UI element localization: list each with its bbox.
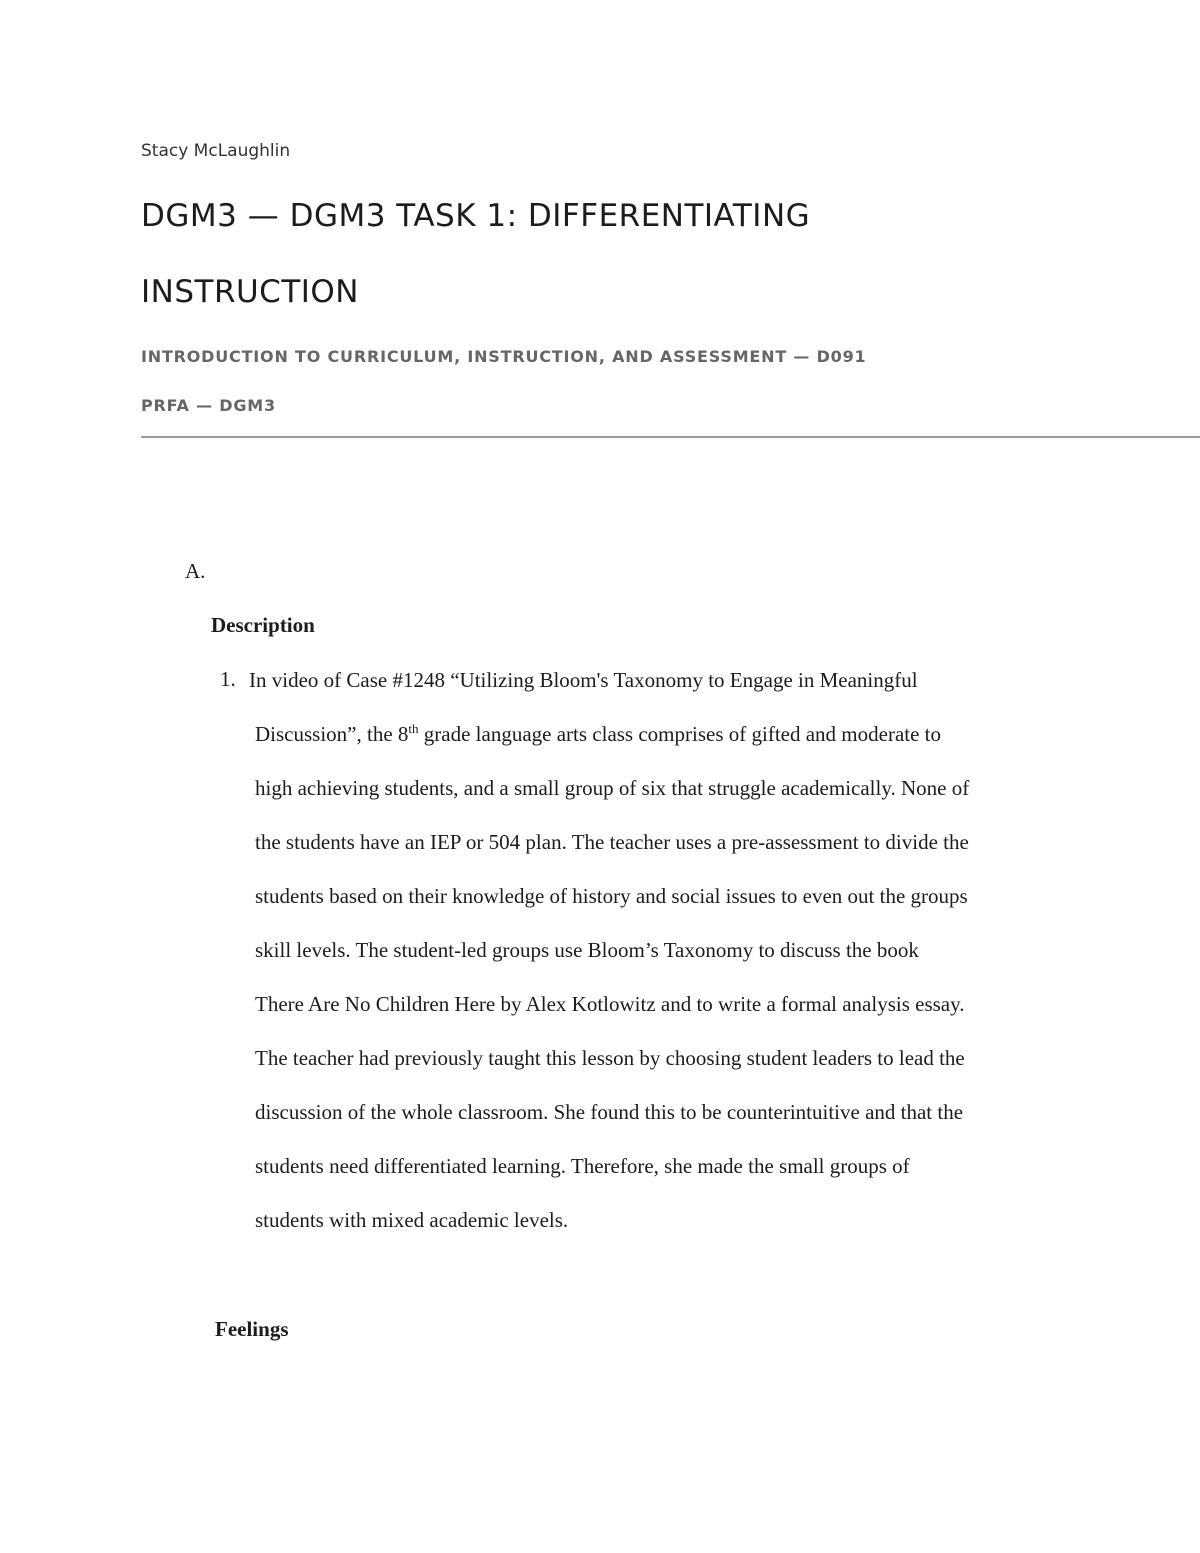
paragraph-line: the students have an IEP or 504 plan. The teacher uses a pre-assessment to divide the [255,830,969,854]
paragraph-line [249,721,1064,775]
paragraph-line-part: Discussion”, the 8 [255,722,409,746]
paragraph-line: students based on their knowledge of history and social issues to even out the groups [255,884,968,908]
feelings-heading: Feelings [215,1317,289,1341]
course-subtitle: INTRODUCTION TO CURRICULUM, INSTRUCTION, AND ASSESSMENT — D091 [141,347,867,366]
section-letter: A. [185,559,206,583]
paragraph-line: students need differentiated learning. Therefore, she made the small groups of [255,1154,910,1178]
paragraph-line: students with mixed academic levels. [255,1208,569,1232]
title-line-1: DGM3 — DGM3 TASK 1: DIFFERENTIATING [141,198,811,234]
paragraph-line: high achieving students, and a small group of six that struggle academically. None of [255,776,970,800]
list-item-number: 1. [220,667,236,691]
header-divider [141,436,1200,438]
paragraph-line: In video of Case #1248 “Utilizing Bloom's Taxonomy to Engage in Meaningful [249,668,918,692]
paragraph-line-part: grade language arts class comprises of gifted and moderate to [418,722,942,746]
ordinal-superscript: th [408,721,419,736]
paragraph-line: skill levels. The student-led groups use Bloom’s Taxonomy to discuss the book [255,938,919,962]
paragraph-line: The teacher had previously taught this lesson by choosing student leaders to lead the [255,1046,965,1070]
paragraph-line: There Are No Children Here by Alex Kotlowitz and to write a formal analysis essay. [255,992,965,1016]
title-line-2: INSTRUCTION [141,274,359,310]
paragraph-line: discussion of the whole classroom. She found this to be counterintuitive and that the [255,1100,964,1124]
author-name: Stacy McLaughlin [141,141,291,161]
document-title [141,178,1141,330]
list-item-body [249,667,1064,1261]
description-heading: Description [211,613,315,637]
program-subtitle: PRFA — DGM3 [141,396,276,415]
